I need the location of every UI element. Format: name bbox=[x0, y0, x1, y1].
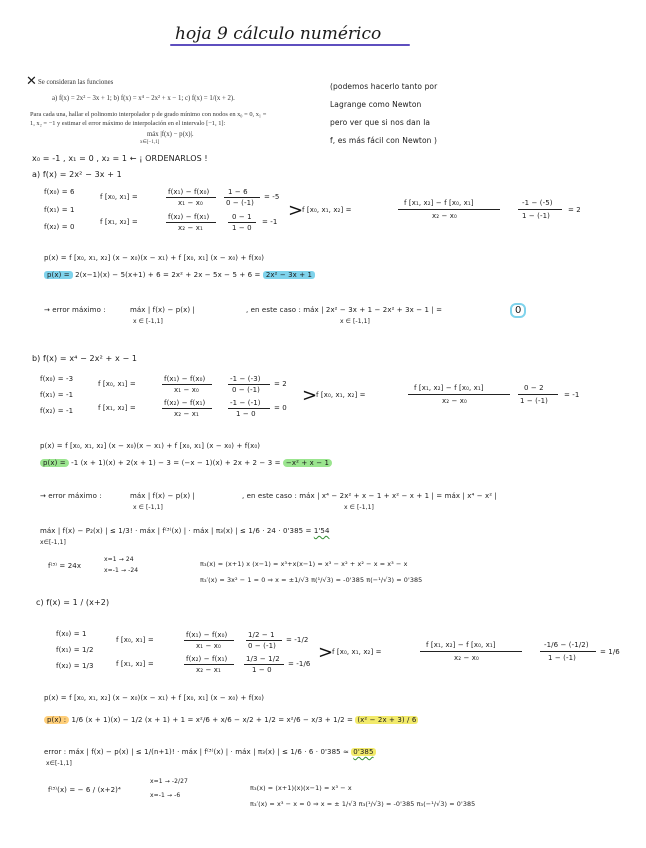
part-a-error-sub2: x ∈ [-1,1] bbox=[340, 318, 370, 325]
part-a-dd1-vden: 0 − (-1) bbox=[226, 199, 255, 207]
part-a-dd3-lhs: f [x₀, x₁, x₂] = bbox=[302, 206, 352, 214]
problem-task-line1: Para cada una, hallar el polinomio interpolador p de grado mínimo con nodos en x₀ = 0, x₁ = bbox=[30, 111, 267, 118]
part-a-dd3-res: = 2 bbox=[568, 206, 581, 214]
part-b-dd3-num: f [x₁, x₂] − f [x₀, x₁] bbox=[414, 384, 484, 392]
part-b-p-label: p(x) = bbox=[40, 459, 69, 467]
part-b-dd1-num: f(x₁) − f(x₀) bbox=[164, 375, 206, 383]
part-c-dd1-num: f(x₁) − f(x₀) bbox=[186, 631, 228, 639]
problem-task-line2: 1, x₂ = −1 y estimar el error máximo de interpolación en el intervalo [−1, 1]: bbox=[30, 120, 226, 127]
part-c-heading: c) f(x) = 1 / (x+2) bbox=[36, 598, 110, 607]
problem-mark: ✕ bbox=[26, 74, 37, 89]
part-a-fx0: f(x₀) = 6 bbox=[44, 188, 75, 196]
part-c-dd2-num: f(x₂) − f(x₁) bbox=[186, 655, 228, 663]
part-b-error-sub: x ∈ [-1,1] bbox=[133, 504, 163, 511]
part-b-fx1: f(x₁) = -1 bbox=[40, 391, 74, 399]
part-c-dd3-res: = 1/6 bbox=[600, 648, 620, 656]
part-a-dd1-lhs: f [x₀, x₁] = bbox=[100, 193, 138, 201]
part-b-dd1-vden: 0 − (-1) bbox=[232, 386, 261, 394]
part-a-fx1: f(x₁) = 1 bbox=[44, 206, 75, 214]
part-c-dd2-vden: 1 − 0 bbox=[252, 666, 272, 674]
part-c-p-general: p(x) = f [x₀, x₁, x₂] (x − x₀)(x − x₁) + f [x₀, x₁] (x − x₀) + f(x₀) bbox=[44, 694, 265, 702]
part-b-bound-result: 1'54 bbox=[313, 527, 330, 535]
part-a-dd3-den: x₂ − x₀ bbox=[432, 212, 457, 220]
part-c-dd2-res: = -1/6 bbox=[288, 660, 311, 668]
part-b-dd2-lhs: f [x₁, x₂] = bbox=[98, 404, 136, 412]
part-b-dd3-vden: 1 − (-1) bbox=[520, 397, 549, 405]
part-b-dd2-den: x₂ − x₁ bbox=[174, 410, 199, 418]
part-a-dd1-num: f(x₁) − f(x₀) bbox=[168, 188, 210, 196]
title-underline bbox=[170, 44, 410, 46]
part-b-dd1-res: = 2 bbox=[274, 380, 287, 388]
part-c-f3: f⁽³⁾(x) = − 6 / (x+2)⁴ bbox=[48, 786, 121, 794]
part-c-fx0: f(x₀) = 1 bbox=[56, 630, 87, 638]
note-line4: f, es más fácil con Newton ) bbox=[330, 136, 438, 145]
part-b-dd3-vnum: 0 − 2 bbox=[524, 384, 544, 392]
part-b-f3-a: x=1 → 24 bbox=[104, 556, 134, 563]
part-b-dd3-den: x₂ − x₀ bbox=[442, 397, 467, 405]
part-c-p-result: (x² − 2x + 3) / 6 bbox=[357, 716, 417, 724]
part-c-dd2-den: x₂ − x₁ bbox=[196, 666, 221, 674]
part-b-dd1-lhs: f [x₀, x₁] = bbox=[98, 380, 136, 388]
part-a-dd3-vnum: -1 − (-5) bbox=[522, 199, 553, 207]
note-line1: (podemos hacerlo tanto por bbox=[330, 82, 438, 91]
part-b-fx0: f(x₀) = -3 bbox=[40, 375, 74, 383]
part-c-dd1-res: = -1/2 bbox=[286, 636, 309, 644]
part-a-error-sub: x ∈ [-1,1] bbox=[133, 318, 163, 325]
part-b-error-label: → error máximo : bbox=[40, 492, 102, 500]
part-a-dd3-num: f [x₁, x₂] − f [x₀, x₁] bbox=[404, 199, 474, 207]
note-line2: Lagrange como Newton bbox=[330, 100, 422, 109]
page-title: hoja 9 cálculo numérico bbox=[175, 24, 382, 44]
part-c-dd1-vnum: 1/2 − 1 bbox=[248, 631, 275, 639]
part-a-dd2-den: x₂ − x₁ bbox=[178, 224, 203, 232]
part-a-error-max: máx | f(x) − p(x) | bbox=[130, 306, 195, 314]
part-a-dd2-vden: 1 − 0 bbox=[232, 224, 252, 232]
part-a-error-label: → error máximo : bbox=[44, 306, 106, 314]
part-a-p-result: 2x² − 3x + 1 bbox=[263, 271, 315, 279]
part-c-pi3-derivative: π₃′(x) = x³ − x = 0 ⇒ x = ± 1/√3 π₃(¹/√3) = -0'385 π₃(−¹/√3) = 0'385 bbox=[250, 800, 476, 808]
part-b-pi3-derivative: π₃′(x) = 3x² − 1 = 0 ⇒ x = ±1/√3 π(¹/√3) = -0'385 π(−¹/√3) = 0'385 bbox=[200, 576, 423, 584]
part-c-fx2: f(x₂) = 1/3 bbox=[56, 662, 94, 670]
part-b-fx2: f(x₂) = -1 bbox=[40, 407, 74, 415]
part-a-dd1-vnum: 1 − 6 bbox=[228, 188, 248, 196]
part-b-bound: máx | f(x) − P₂(x) | ≤ 1/3! · máx | f⁽³⁾(x) | · máx | π₃(x) | ≤ 1/6 · 24 · 0'385 = bbox=[40, 527, 314, 535]
part-b-dd1-vnum: -1 − (-3) bbox=[230, 375, 261, 383]
part-b-heading: b) f(x) = x⁴ − 2x² + x − 1 bbox=[32, 354, 138, 363]
part-c-error: error : máx | f(x) − p(x) | ≤ 1/(n+1)! · máx | f⁽³⁾(x) | · máx | π₃(x) | ≤ 1/6 · 6 · 0'385 ≈ bbox=[44, 748, 352, 756]
part-c-dd3-lhs: f [x₀, x₁, x₂] = bbox=[332, 648, 382, 656]
part-b-f3-b: x=-1 → -24 bbox=[104, 567, 139, 574]
part-a-dd1-den: x₁ − x₀ bbox=[178, 199, 203, 207]
part-a-dd2-vnum: 0 − 1 bbox=[232, 213, 252, 221]
part-a-dd3-vden: 1 − (-1) bbox=[522, 212, 551, 220]
part-c-dd3-num: f [x₁, x₂] − f [x₀, x₁] bbox=[426, 641, 496, 649]
part-b-p-body: -1 (x + 1)(x) + 2(x + 1) − 3 = (−x − 1)(x) + 2x + 2 − 3 = bbox=[68, 459, 283, 467]
part-c-dd2-vnum: 1/3 − 1/2 bbox=[246, 655, 280, 663]
part-c-dd2-lhs: f [x₁, x₂] = bbox=[116, 660, 154, 668]
part-c-error-sub: x∈[-1,1] bbox=[46, 760, 72, 767]
part-c-p-body: 1/6 (x + 1)(x) − 1/2 (x + 1) + 1 = x²/6 + x/6 − x/2 + 1/2 = x²/6 − x/3 + 1/2 = bbox=[69, 716, 356, 724]
part-c-pi3: π₃(x) = (x+1)(x)(x−1) = x³ − x bbox=[250, 784, 352, 792]
problem-max-sub: x∈[−1,1] bbox=[140, 140, 160, 145]
nodes-line: x₀ = -1 , x₁ = 0 , x₂ = 1 ← ¡ ORDENARLOS ! bbox=[32, 154, 208, 163]
part-a-dd2-lhs: f [x₁, x₂] = bbox=[100, 218, 138, 226]
part-a-p-general: p(x) = f [x₀, x₁, x₂] (x − x₀)(x − x₁) + f [x₀, x₁] (x − x₀) + f(x₀) bbox=[44, 254, 265, 262]
part-b-dd3-res: = -1 bbox=[564, 391, 580, 399]
part-b-p-general: p(x) = f [x₀, x₁, x₂] (x − x₀)(x − x₁) + f [x₀, x₁] (x − x₀) + f(x₀) bbox=[40, 442, 261, 450]
part-c-f3-a: x=1 → -2/27 bbox=[150, 778, 188, 785]
part-a-error-result: 0 bbox=[510, 303, 526, 318]
part-c-fx1: f(x₁) = 1/2 bbox=[56, 646, 94, 654]
part-b-dd2-num: f(x₂) − f(x₁) bbox=[164, 399, 206, 407]
part-c-dd3-vden: 1 − (-1) bbox=[548, 654, 577, 662]
problem-max-expr: máx |f(x) − p(x)|. bbox=[147, 131, 194, 138]
part-a-dd1-res: = -5 bbox=[264, 193, 280, 201]
part-a-dd2-num: f(x₂) − f(x₁) bbox=[168, 213, 210, 221]
part-c-dd3-den: x₂ − x₀ bbox=[454, 654, 479, 662]
part-b-bound-sub: x∈[-1,1] bbox=[40, 539, 66, 546]
part-c-dd1-vden: 0 − (-1) bbox=[248, 642, 277, 650]
part-a-dd2-res: = -1 bbox=[262, 218, 278, 226]
part-b-pi3: π₃(x) = (x+1) x (x−1) = x³+x(x−1) = x³ − x² + x² − x = x³ − x bbox=[200, 560, 408, 568]
part-b-dd3-lhs: f [x₀, x₁, x₂] = bbox=[316, 391, 366, 399]
part-b-dd1-den: x₁ − x₀ bbox=[174, 386, 199, 394]
part-b-error-sub2: x ∈ [-1,1] bbox=[344, 504, 374, 511]
part-b-error-max: máx | f(x) − p(x) | bbox=[130, 492, 195, 500]
part-c-p-label: p(x) : bbox=[44, 716, 69, 724]
part-a-fx2: f(x₂) = 0 bbox=[44, 223, 75, 231]
problem-intro: Se consideran las funciones bbox=[38, 79, 114, 86]
note-line3: pero ver que si nos dan la bbox=[330, 118, 431, 127]
part-c-dd3-vnum: -1/6 − (-1/2) bbox=[544, 641, 589, 649]
problem-functions: a) f(x) = 2x² − 3x + 1; b) f(x) = x⁴ − 2x² + x − 1; c) f(x) = 1/(x + 2). bbox=[52, 95, 235, 102]
part-b-error-mid: , en este caso : máx | x⁴ − 2x² + x − 1 + x² − x + 1 | = máx | x⁴ − x² | bbox=[242, 492, 497, 500]
part-c-f3-b: x=-1 → -6 bbox=[150, 792, 181, 799]
part-a-p-label: p(x) = bbox=[44, 271, 73, 279]
part-a-p-body: 2(x−1)(x) − 5(x+1) + 6 = 2x² + 2x − 5x − 5 + 6 = bbox=[72, 271, 263, 279]
part-a-error-mid: , en este caso : máx | 2x² − 3x + 1 − 2x² + 3x − 1 | = bbox=[246, 306, 443, 314]
part-b-dd2-res: = 0 bbox=[274, 404, 287, 412]
part-c-error-result: 0'385 bbox=[353, 748, 374, 756]
part-b-dd2-vnum: -1 − (-1) bbox=[230, 399, 261, 407]
part-c-dd1-den: x₁ − x₀ bbox=[196, 642, 221, 650]
part-a-heading: a) f(x) = 2x² − 3x + 1 bbox=[32, 170, 122, 179]
part-c-dd1-lhs: f [x₀, x₁] = bbox=[116, 636, 154, 644]
part-b-dd2-vden: 1 − 0 bbox=[236, 410, 256, 418]
part-b-p-result: −x² + x − 1 bbox=[283, 459, 332, 467]
part-b-f3: f⁽³⁾ = 24x bbox=[48, 562, 82, 570]
